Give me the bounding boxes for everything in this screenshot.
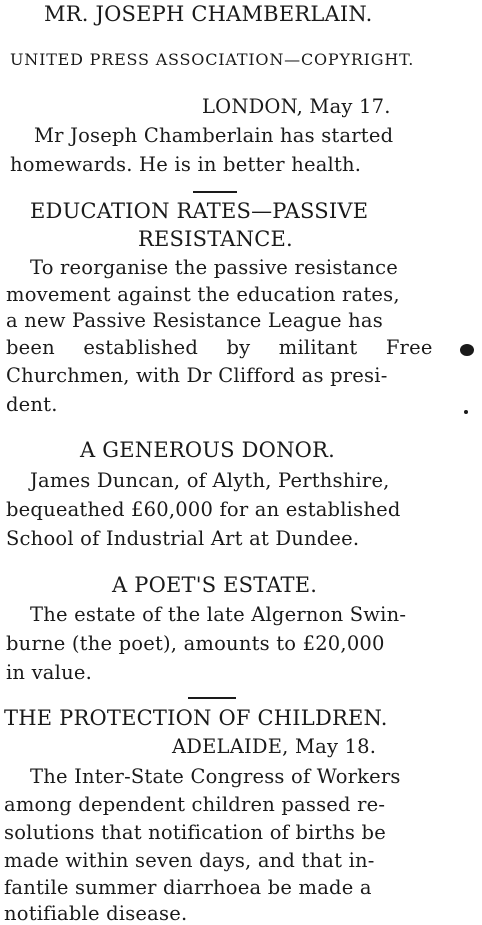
body-line: been established by militant Free <box>6 336 433 359</box>
body-line: bequeathed £60,000 for an established <box>6 498 401 521</box>
body-line: dent. <box>6 393 58 416</box>
section-divider <box>193 191 237 193</box>
body-line: in value. <box>6 661 92 684</box>
section-divider <box>188 697 236 699</box>
body-line: among dependent children passed re- <box>4 793 386 816</box>
body-line: made within seven days, and that in- <box>4 849 375 872</box>
article-heading-education: EDUCATION RATES—PASSIVE <box>30 199 369 223</box>
body-line: Mr Joseph Chamberlain has started <box>34 124 394 147</box>
dateline-adelaide: ADELAIDE, May 18. <box>172 735 377 758</box>
body-line: fantile summer diarrhoea be made a <box>4 876 372 899</box>
body-line: notifiable disease. <box>4 902 188 925</box>
body-line: homewards. He is in better health. <box>10 153 362 176</box>
ink-speck-mark <box>464 410 468 414</box>
body-line: Churchmen, with Dr Clifford as presi- <box>6 364 388 387</box>
body-line: James Duncan, of Alyth, Perthshire, <box>30 469 390 492</box>
body-line: To reorganise the passive resistance <box>30 256 399 279</box>
body-line: a new Passive Resistance League has <box>6 309 383 332</box>
dateline-london: LONDON, May 17. <box>202 95 391 118</box>
body-line: The Inter-State Congress of Workers <box>30 765 401 788</box>
body-line: movement against the education rates, <box>6 283 400 306</box>
body-line: burne (the poet), amounts to £20,000 <box>6 632 385 655</box>
article-heading-donor: A GENEROUS DONOR. <box>80 438 335 462</box>
article-heading-poet: A POET'S ESTATE. <box>112 573 318 597</box>
ink-blot-mark <box>460 344 474 356</box>
wire-byline: UNITED PRESS ASSOCIATION—COPYRIGHT. <box>10 50 415 69</box>
article-heading-children: THE PROTECTION OF CHILDREN. <box>4 706 388 730</box>
body-line: The estate of the late Algernon Swin- <box>30 603 407 626</box>
article-heading-education-cont: RESISTANCE. <box>138 227 293 251</box>
body-line: School of Industrial Art at Dundee. <box>6 527 360 550</box>
article-heading-chamberlain: MR. JOSEPH CHAMBERLAIN. <box>44 2 373 26</box>
body-line: solutions that notification of births be <box>4 821 386 844</box>
